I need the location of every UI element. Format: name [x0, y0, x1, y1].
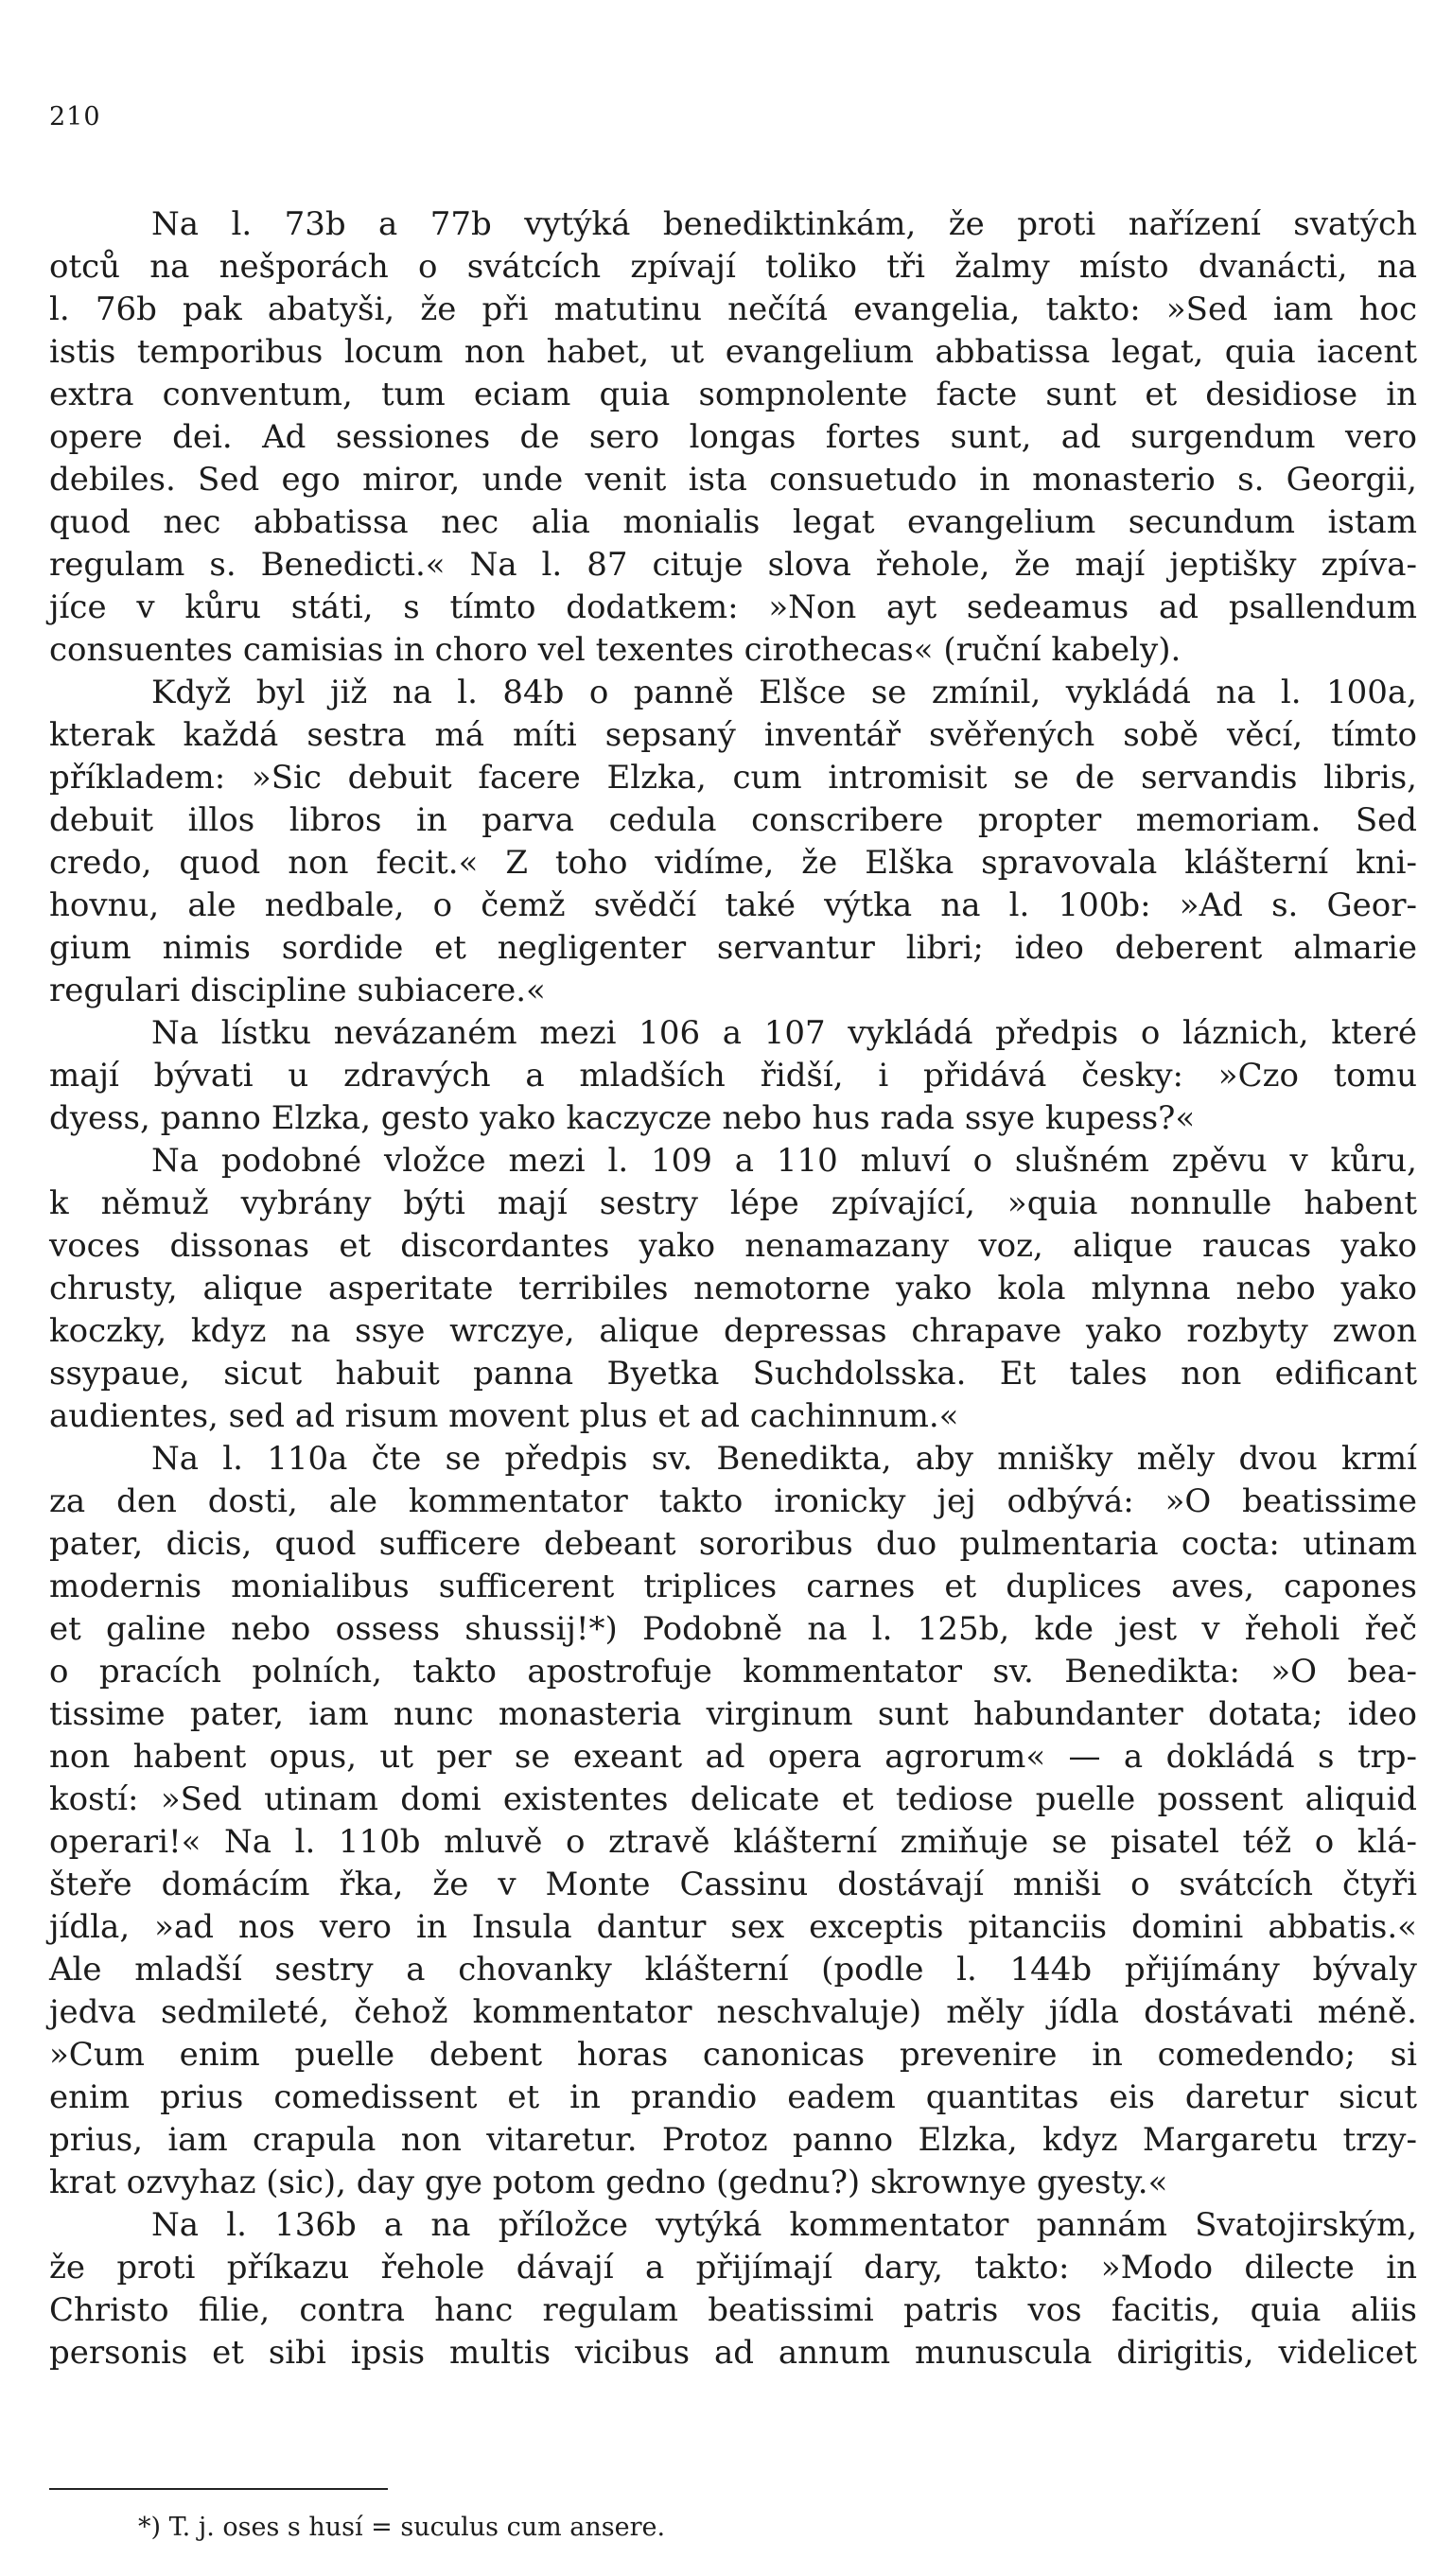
text-line: jídla, »ad nos vero in Insula dantur sex exceptis pitanciis domini abbatis.«: [49, 1908, 1417, 1946]
footnote-rule: [49, 2488, 388, 2490]
text-line: chrusty, alique asperitate terribiles nemotorne yako kola mlynna nebo yako: [49, 1270, 1417, 1307]
text-line: voces dissonas et discordantes yako nenamazany voz, alique raucas yako: [49, 1227, 1417, 1265]
text-line: non habent opus, ut per se exeant ad opera agrorum« — a dokládá s trp-: [49, 1738, 1417, 1776]
text-line: že proti příkazu řehole dávají a přijímají dary, takto: »Modo dilecte in: [49, 2249, 1417, 2287]
text-line: regulam s. Benedicti.« Na l. 87 cituje slova řehole, že mají jeptišky zpíva-: [49, 546, 1417, 584]
text-line: istis temporibus locum non habet, ut evangelium abbatissa legat, quia iacent: [49, 333, 1417, 371]
text-line: o pracích polních, takto apostrofuje kommentator sv. Benedikta: »O bea-: [49, 1653, 1417, 1691]
text-line: enim prius comedissent et in prandio eadem quantitas eis daretur sicut: [49, 2078, 1417, 2116]
footnote: *) T. j. oses s husí = suculus cum ansere.: [138, 2513, 666, 2542]
text-line: jíce v kůru státi, s tímto dodatkem: »Non ayt sedeamus ad psallendum: [49, 588, 1417, 626]
text-line: Na podobné vložce mezi l. 109 a 110 mluví o slušném zpěvu v kůru,: [151, 1142, 1417, 1180]
text-line: šteře domácím řka, že v Monte Cassinu dostávají mniši o svátcích čtyři: [49, 1866, 1417, 1903]
text-line: Na l. 110a čte se předpis sv. Benedikta, aby mnišky měly dvou krmí: [151, 1440, 1417, 1478]
text-line: krat ozvyhaz (sic), day gye potom gedno (gednu?) skrownye gyesty.«: [49, 2164, 1168, 2201]
text-line: opere dei. Ad sessiones de sero longas fortes sunt, ad surgendum vero: [49, 418, 1417, 456]
text-line: jedva sedmileté, čehož kommentator neschvaluje) měly jídla dostávati méně.: [49, 1993, 1417, 2031]
text-line: koczky, kdyz na ssye wrczye, alique depressas chrapave yako rozbyty zwon: [49, 1312, 1417, 1350]
text-line: kostí: »Sed utinam domi existentes delicate et tediose puelle possent aliquid: [49, 1780, 1417, 1818]
text-line: audientes, sed ad risum movent plus et ad cachinnum.«: [49, 1397, 959, 1435]
text-line: credo, quod non fecit.« Z toho vidíme, že Elška spravovala klášterní kni-: [49, 844, 1417, 882]
text-line: gium nimis sordide et negligenter servantur libri; ideo deberent almarie: [49, 929, 1417, 967]
text-line: quod nec abbatissa nec alia monialis legat evangelium secundum istam: [49, 503, 1417, 541]
text-line: modernis monialibus sufficerent triplices carnes et duplices aves, capones: [49, 1568, 1417, 1605]
text-line: dyess, panno Elzka, gesto yako kaczycze nebo hus rada ssye kupess?«: [49, 1099, 1196, 1137]
text-line: Christo filie, contra hanc regulam beatissimi patris vos facitis, quia aliis: [49, 2291, 1417, 2329]
text-line: Na l. 73b a 77b vytýká benediktinkám, že proti nařízení svatých: [151, 205, 1417, 243]
text-line: ssypaue, sicut habuit panna Byetka Suchdolsska. Et tales non edificant: [49, 1355, 1417, 1393]
text-line: mají bývati u zdravých a mladších řidší, i přidává česky: »Czo tomu: [49, 1057, 1417, 1095]
text-line: kterak každá sestra má míti sepsaný inventář svěřených sobě věcí, tímto: [49, 716, 1417, 754]
text-line: consuentes camisias in choro vel texentes cirothecas« (ruční kabely).: [49, 631, 1182, 669]
page-number: 210: [49, 102, 101, 131]
text-line: Na lístku nevázaném mezi 106 a 107 vykládá předpis o láznich, které: [151, 1014, 1417, 1052]
text-line: hovnu, ale nedbale, o čemž svědčí také výtka na l. 100b: »Ad s. Geor-: [49, 886, 1417, 924]
text-line: pater, dicis, quod sufficere debeant sororibus duo pulmentaria cocta: utinam: [49, 1525, 1417, 1563]
text-line: et galine nebo ossess shussij!*) Podobně na l. 125b, kde jest v řeholi řeč: [49, 1610, 1417, 1648]
text-line: tissime pater, iam nunc monasteria virginum sunt habundanter dotata; ideo: [49, 1695, 1417, 1733]
text-line: Když byl již na l. 84b o panně Elšce se zmínil, vykládá na l. 100a,: [151, 674, 1417, 711]
text-line: regulari discipline subiacere.«: [49, 972, 546, 1009]
text-line: »Cum enim puelle debent horas canonicas prevenire in comedendo; si: [49, 2036, 1417, 2074]
text-line: Na l. 136b a na příložce vytýká kommentator pannám Svatojirským,: [151, 2206, 1417, 2244]
text-line: debiles. Sed ego miror, unde venit ista consuetudo in monasterio s. Georgii,: [49, 461, 1417, 499]
text-line: otců na nešporách o svátcích zpívají toliko tři žalmy místo dvanácti, na: [49, 248, 1417, 286]
text-line: operari!« Na l. 110b mluvě o ztravě klášterní zmiňuje se pisatel též o klá-: [49, 1823, 1417, 1861]
text-line: prius, iam crapula non vitaretur. Protoz panno Elzka, kdyz Margaretu trzy-: [49, 2121, 1417, 2159]
text-line: extra conventum, tum eciam quia sompnolente facte sunt et desidiose in: [49, 376, 1417, 413]
text-line: personis et sibi ipsis multis vicibus ad annum munuscula dirigitis, videlicet: [49, 2334, 1417, 2372]
text-line: příkladem: »Sic debuit facere Elzka, cum intromisit se de servandis libris,: [49, 759, 1417, 797]
text-line: debuit illos libros in parva cedula conscribere propter memoriam. Sed: [49, 801, 1417, 839]
text-line: k němuž vybrány býti mají sestry lépe zpívající, »quia nonnulle habent: [49, 1184, 1417, 1222]
text-line: za den dosti, ale kommentator takto ironicky jej odbývá: »O beatissime: [49, 1482, 1417, 1520]
text-line: Ale mladší sestry a chovanky klášterní (podle l. 144b přijímány bývaly: [49, 1951, 1417, 1989]
text-line: l. 76b pak abatyši, že při matutinu nečítá evangelia, takto: »Sed iam hoc: [49, 290, 1417, 328]
